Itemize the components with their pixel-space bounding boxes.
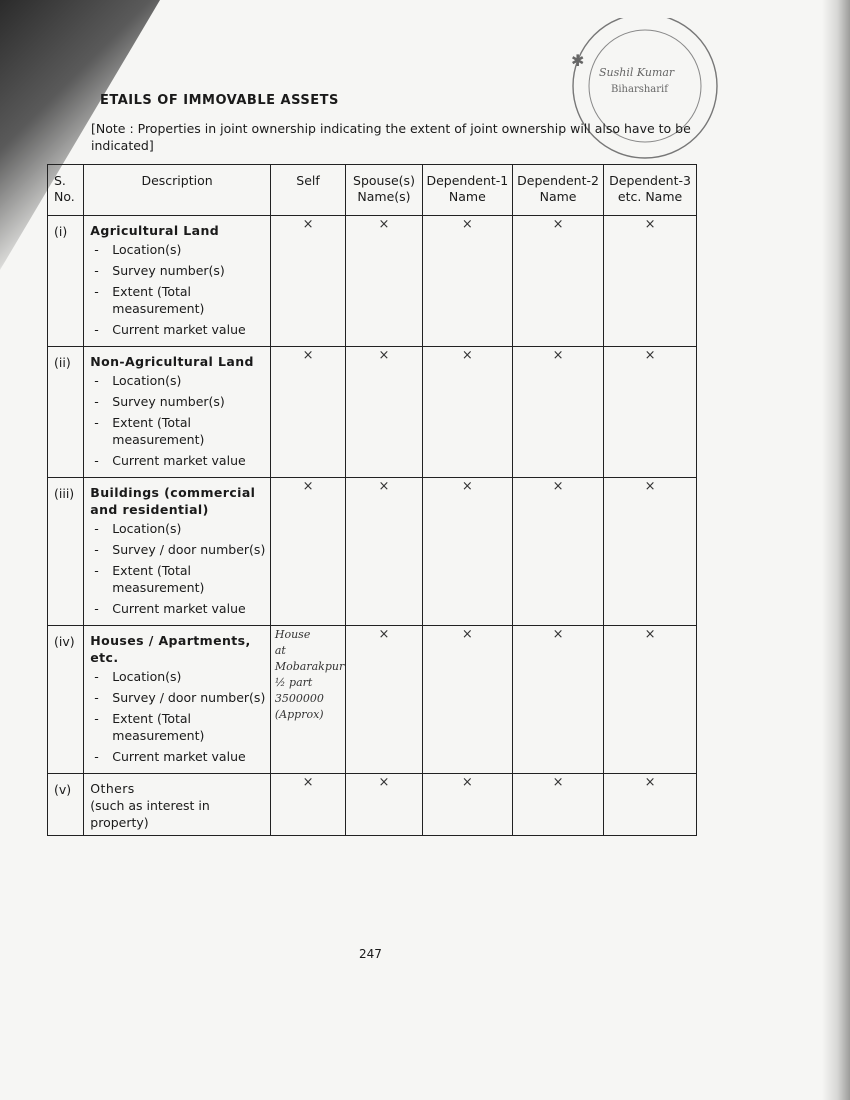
cross-mark: × xyxy=(513,626,604,774)
row-category: Buildings (commercial and residential) xyxy=(90,485,256,517)
row-description xyxy=(84,347,271,478)
cross-mark: × xyxy=(270,478,345,626)
cross-mark: × xyxy=(422,216,512,347)
cross-mark: × xyxy=(270,774,345,836)
cross-mark: × xyxy=(422,626,512,774)
cross-mark: × xyxy=(513,216,604,347)
list-item: - Location(s) xyxy=(90,668,266,685)
table-row xyxy=(48,216,697,347)
cross-mark: × xyxy=(346,774,423,836)
row-number: (ii) xyxy=(48,347,84,478)
row-number: (v) xyxy=(48,774,84,836)
svg-text:✱: ✱ xyxy=(571,51,585,70)
list-item: - Location(s) xyxy=(90,372,266,389)
cross-mark: × xyxy=(346,216,423,347)
cross-mark: × xyxy=(422,478,512,626)
list-item: - Survey number(s) xyxy=(90,393,266,410)
row-category: Agricultural Land xyxy=(90,223,220,238)
row-subnote: (such as interest in property) xyxy=(90,798,210,830)
cross-mark: × xyxy=(604,626,697,774)
header-spouse: Spouse(s) Name(s) xyxy=(346,165,423,216)
list-item: - Location(s) xyxy=(90,241,266,258)
list-item: - Current market value xyxy=(90,600,266,617)
list-item: - Survey / door number(s) xyxy=(90,689,266,706)
list-item: - Current market value xyxy=(90,452,266,469)
row-description xyxy=(84,478,271,626)
handwritten-line: ½ part xyxy=(274,676,313,689)
list-item: - Extent (Total measurement) xyxy=(90,710,266,744)
cross-mark: × xyxy=(604,347,697,478)
cross-mark: × xyxy=(270,216,345,347)
header-dependent-2: Dependent-2 Name xyxy=(513,165,604,216)
row-category: Others xyxy=(90,781,135,796)
stamp-line-2: Biharsharif xyxy=(611,84,668,95)
row-description xyxy=(84,774,271,836)
cross-mark: × xyxy=(346,347,423,478)
page-number: 247 xyxy=(359,947,382,961)
immovable-assets-table xyxy=(47,164,697,836)
header-sno: S. No. xyxy=(48,165,84,216)
row-description xyxy=(84,626,271,774)
handwritten-self-entry xyxy=(270,626,345,774)
table-row xyxy=(48,478,697,626)
handwritten-line: 3500000 xyxy=(274,692,324,705)
list-item: - Current market value xyxy=(90,748,266,765)
cross-mark: × xyxy=(604,478,697,626)
list-item: - Extent (Total measurement) xyxy=(90,414,266,448)
table-header-row xyxy=(48,165,697,216)
section-note: [Note : Properties in joint ownership indicating the extent of joint ownership will also have to be indicated] xyxy=(91,121,691,153)
row-category: Non-Agricultural Land xyxy=(90,354,254,369)
header-description: Description xyxy=(84,165,271,216)
cross-mark: × xyxy=(346,626,423,774)
page-edge-shadow xyxy=(822,0,850,1100)
cross-mark: × xyxy=(513,478,604,626)
header-self: Self xyxy=(270,165,345,216)
cross-mark: × xyxy=(604,774,697,836)
row-number: (iv) xyxy=(48,626,84,774)
cross-mark: × xyxy=(513,774,604,836)
row-category: Houses / Apartments, etc. xyxy=(90,633,251,665)
table-row xyxy=(48,626,697,774)
header-dependent-1: Dependent-1 Name xyxy=(422,165,512,216)
section-heading: ETAILS OF IMMOVABLE ASSETS xyxy=(100,93,339,108)
list-item: - Extent (Total measurement) xyxy=(90,562,266,596)
row-number: (iii) xyxy=(48,478,84,626)
cross-mark: × xyxy=(422,774,512,836)
cross-mark: × xyxy=(604,216,697,347)
handwritten-line: House xyxy=(274,628,311,641)
table-row xyxy=(48,347,697,478)
list-item: - Survey / door number(s) xyxy=(90,541,266,558)
list-item: - Survey number(s) xyxy=(90,262,266,279)
list-item: - Current market value xyxy=(90,321,266,338)
header-dependent-3: Dependent-3 etc. Name xyxy=(604,165,697,216)
list-item: - Location(s) xyxy=(90,520,266,537)
row-number: (i) xyxy=(48,216,84,347)
stamp-line-1: Sushil Kumar xyxy=(599,66,675,79)
handwritten-line: (Approx) xyxy=(274,708,324,721)
table-row xyxy=(48,774,697,836)
handwritten-line: at xyxy=(274,644,286,657)
cross-mark: × xyxy=(346,478,423,626)
row-description xyxy=(84,216,271,347)
list-item: - Extent (Total measurement) xyxy=(90,283,266,317)
cross-mark: × xyxy=(513,347,604,478)
cross-mark: × xyxy=(270,347,345,478)
handwritten-line: Mobarakpur xyxy=(274,660,345,673)
cross-mark: × xyxy=(422,347,512,478)
